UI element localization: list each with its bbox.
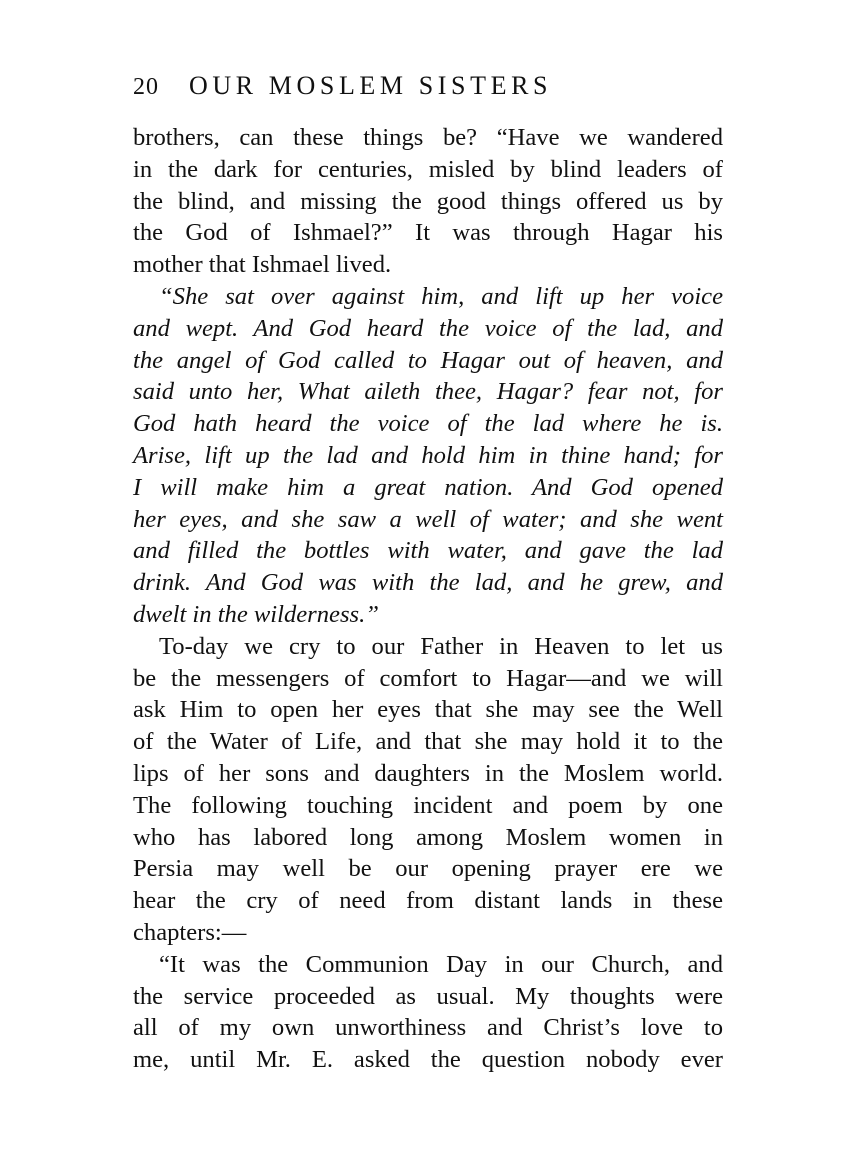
text-line: the service proceeded as usual. My thoughts were xyxy=(133,982,723,1010)
paragraph xyxy=(133,281,723,631)
page-number: 20 xyxy=(133,74,159,100)
text-line: Arise, lift up the lad and hold him in thine hand; for xyxy=(133,441,723,469)
text-line: me, until Mr. E. asked the question nobody ever xyxy=(133,1046,723,1074)
paragraph xyxy=(133,631,723,949)
text-line: “It was the Communion Day in our Church, and xyxy=(159,950,723,978)
text-line: chapters:— xyxy=(133,918,247,946)
book-title: OUR MOSLEM SISTERS xyxy=(189,71,553,100)
text-line: said unto her, What aileth thee, Hagar? fear not, for xyxy=(133,378,723,406)
text-line: mother that Ishmael lived. xyxy=(133,251,392,279)
body-text xyxy=(133,122,723,1076)
running-head xyxy=(133,64,733,108)
text-line: in the dark for centuries, misled by blind leaders of xyxy=(133,155,723,183)
text-line: the angel of God called to Hagar out of heaven, and xyxy=(133,346,723,374)
text-line: and filled the bottles with water, and gave the lad xyxy=(133,537,723,565)
text-line: dwelt in the wilderness.” xyxy=(133,600,379,628)
text-line: the blind, and missing the good things offered us by xyxy=(133,187,723,215)
text-line: I will make him a great nation. And God opened xyxy=(133,473,723,501)
text-line: the God of Ishmael?” It was through Hagar his xyxy=(133,219,723,247)
text-line: lips of her sons and daughters in the Moslem world. xyxy=(133,759,723,787)
text-line: God hath heard the voice of the lad where he is. xyxy=(133,410,723,438)
text-line: The following touching incident and poem by one xyxy=(133,791,723,819)
text-line: drink. And God was with the lad, and he grew, and xyxy=(133,569,723,597)
text-line: ask Him to open her eyes that she may see the Well xyxy=(133,696,723,724)
paragraph xyxy=(133,122,723,281)
text-line: Persia may well be our opening prayer ere we xyxy=(133,855,723,883)
text-line: hear the cry of need from distant lands in these xyxy=(133,887,723,915)
text-line: brothers, can these things be? “Have we wandered xyxy=(133,124,723,151)
text-line: all of my own unworthiness and Christ’s love to xyxy=(133,1014,723,1042)
text-line: be the messengers of comfort to Hagar—and we will xyxy=(133,664,723,692)
text-line: of the Water of Life, and that she may hold it to the xyxy=(133,728,723,756)
text-line: and wept. And God heard the voice of the lad, and xyxy=(133,314,723,342)
text-line: “She sat over against him, and lift up her voice xyxy=(159,282,723,310)
text-line: her eyes, and she saw a well of water; and she went xyxy=(133,505,723,533)
text-line: who has labored long among Moslem women in xyxy=(133,823,723,851)
paragraph xyxy=(133,949,723,1076)
text-line: To-day we cry to our Father in Heaven to let us xyxy=(159,632,723,660)
